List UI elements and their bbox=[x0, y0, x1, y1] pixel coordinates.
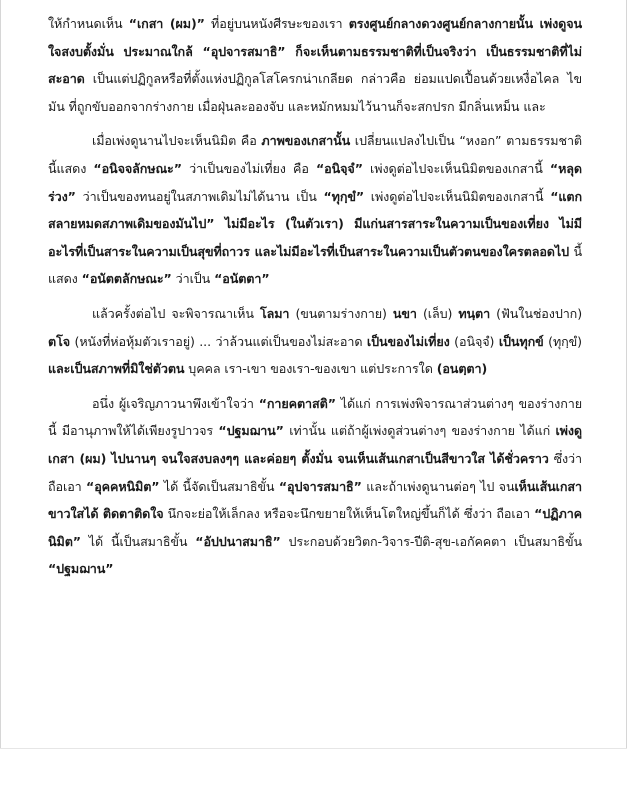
emphasized-text: นขา bbox=[392, 305, 417, 321]
body-text: นี้แสดง bbox=[48, 243, 582, 287]
body-text: (เล็บ) bbox=[416, 305, 459, 321]
body-text: (อนิจฺจํ) bbox=[449, 333, 499, 349]
body-text: เมื่อเพ่งดูนานไปจะเห็นนิมิต คือ bbox=[92, 133, 262, 149]
emphasized-text: “กายคตาสติ” bbox=[258, 395, 336, 411]
body-text: ที่อยู่บนหนังศีรษะของเรา bbox=[204, 16, 349, 31]
body-text: เป็นแต่ปฏิกูลหรือที่ตั้งแห่งปฏิกูลโสโครกน่าเกลียด กล่าวคือ ย่อมแปดเปื้อนด้วยเหงื่อไคล ไขมัน ที่ถูกขับออกจากร่างกาย เมื่อฝุ่นละอองจับ และหมักหมมไว้นานก็จะสกปรก มีกลิ่นเหม็น และ bbox=[48, 71, 582, 114]
emphasized-text: ตโจ bbox=[48, 333, 71, 349]
body-text: ซึ่งว่าถือเอา bbox=[48, 450, 583, 494]
emphasized-text: “อนิจฺจํ” bbox=[315, 160, 363, 176]
emphasized-text: “ปฐมฌาน” bbox=[218, 423, 284, 439]
paragraph-4 bbox=[48, 390, 582, 583]
paragraph-3 bbox=[48, 300, 582, 383]
body-text: เพ่งดูต่อไปจะเห็นนิมิตของเกสานี้ bbox=[362, 160, 550, 176]
emphasized-text: “ปฏิภาคนิมิต” bbox=[48, 506, 583, 549]
body-text: แล้วครั้งต่อไป จะพิจารณาเห็น bbox=[92, 305, 260, 321]
body-text: ประกอบด้วยวิตก-วิจาร-ปีติ-สุข-เอกัคคตา เป็นสมาธิขั้น bbox=[280, 533, 582, 549]
body-text: และถ้าเพ่งดูนานต่อๆ ไป จน bbox=[361, 478, 515, 494]
emphasized-text: “อัปปนาสมาธิ” bbox=[195, 533, 281, 549]
page-bottom-edge bbox=[0, 748, 627, 749]
emphasized-text: ภาพของเกสานั้น bbox=[261, 133, 351, 149]
emphasized-text: “เกสา (ผม)” bbox=[128, 16, 205, 31]
emphasized-text: โลมา bbox=[259, 305, 290, 321]
emphasized-text: “อนิจจลักษณะ” bbox=[93, 160, 182, 176]
page-border-left bbox=[0, 0, 1, 748]
document-body bbox=[48, 10, 582, 590]
emphasized-text: “หลุดร่วง” bbox=[48, 160, 582, 204]
emphasized-text: “อนัตตา” bbox=[214, 271, 270, 287]
emphasized-text: และเป็นสภาพที่มิใช่ตัวตน bbox=[48, 361, 185, 377]
emphasized-text: (อนตฺตา) bbox=[436, 361, 488, 377]
body-text: เปลี่ยนแปลงไปเป็น “หงอก” ตามธรรมชาติ นี้แสดง bbox=[48, 133, 583, 176]
page-border-right bbox=[626, 0, 627, 748]
body-text: บุคคล เรา-เขา ของเรา-ของเขา แต่ประการใด bbox=[184, 361, 437, 377]
body-text: ให้กำหนดเห็น bbox=[48, 16, 129, 31]
body-text: ว่าเป็นของทนอยู่ในสภาพเดิมไม่ได้นาน เป็น bbox=[75, 188, 324, 204]
emphasized-text: “ทุกฺขํ” bbox=[323, 188, 365, 204]
emphasized-text: “แตกสลายหมดสภาพเดิมของมันไป” ไม่มีอะไร (ในตัวเรา) มีแก่นสารสาระในความเป็นของเที่ยง ไม่มีอะไรที่เป็นสาระในความเป็นสุขที่ถาวร และไม่มีอะไรที่เป็นสาระในความเป็นตัวตนของใครตลอดไป bbox=[48, 188, 582, 259]
body-text: ว่าเป็น bbox=[171, 271, 215, 287]
emphasized-text: “อุปจารสมาธิ” bbox=[278, 478, 362, 494]
emphasized-text: ตรงศูนย์กลางดวงศูนย์กลางกายนั้น เพ่งดูจนใจสงบตั้งมั่น ประมาณใกล้ “อุปจารสมาธิ” ก็จะเห็นตามธรรมชาติที่เป็นจริงว่า เป็นธรรมชาติที่ไม่สะอาด bbox=[48, 16, 582, 87]
emphasized-text: ทนฺตา bbox=[458, 305, 491, 321]
emphasized-text: “ปฐมฌาน” bbox=[48, 561, 114, 577]
emphasized-text: เป็นของไม่เที่ยง bbox=[366, 333, 450, 349]
body-text: ได้ นี้จัดเป็นสมาธิขั้น bbox=[159, 478, 279, 494]
body-text: (ฟันในช่องปาก) bbox=[490, 305, 583, 321]
body-text: นึกจะย่อให้เล็กลง หรือจะนึกขยายให้เห็นโตใหญ่ขึ้นก็ได้ ซึ่งว่า ถือเอา bbox=[163, 506, 535, 522]
body-text: ได้ นี้เป็นสมาธิขั้น bbox=[80, 533, 196, 549]
emphasized-text: “อุคคหนิมิต” bbox=[86, 478, 160, 494]
emphasized-text: เห็นเส้นเกสาขาวใสได้ ติดตาติดใจ bbox=[48, 478, 582, 522]
emphasized-text: “อนัตตลักษณะ” bbox=[81, 271, 172, 287]
paragraph-2 bbox=[48, 127, 582, 293]
body-text: อนึ่ง ผู้เจริญภาวนาพึงเข้าใจว่า bbox=[92, 395, 259, 411]
body-text: เพ่งดูต่อไปจะเห็นนิมิตของเกสานี้ bbox=[364, 188, 551, 204]
body-text: เท่านั้น แต่ถ้าผู้เพ่งดูส่วนต่างๆ ของร่างกาย ได้แก่ bbox=[283, 423, 556, 439]
emphasized-text: เป็นทุกข์ bbox=[498, 333, 544, 349]
body-text: ว่าเป็นของไม่เที่ยง คือ bbox=[181, 160, 316, 176]
body-text: ได้แก่ การเพ่งพิจารณาส่วนต่างๆ ของร่างกายนี้ มีอานุภาพให้ได้เพียงรูปาวจร bbox=[48, 395, 582, 439]
paragraph-1 bbox=[48, 10, 582, 120]
body-text: (ขนตามร่างกาย) bbox=[289, 305, 393, 321]
body-text: (ทุกฺขํ) bbox=[543, 333, 582, 349]
body-text: (หนังที่ห่อหุ้มตัวเราอยู่) ... ว่าล้วนแต่เป็นของไม่สะอาด bbox=[70, 333, 367, 349]
emphasized-text: เพ่งดูเกสา (ผม) ไปนานๆ จนใจสงบลงๆๆ และค่อยๆ ตั้งมั่น จนเห็นเส้นเกสาเป็นสีขาวใส ได้ชั่วคราว bbox=[48, 423, 582, 466]
